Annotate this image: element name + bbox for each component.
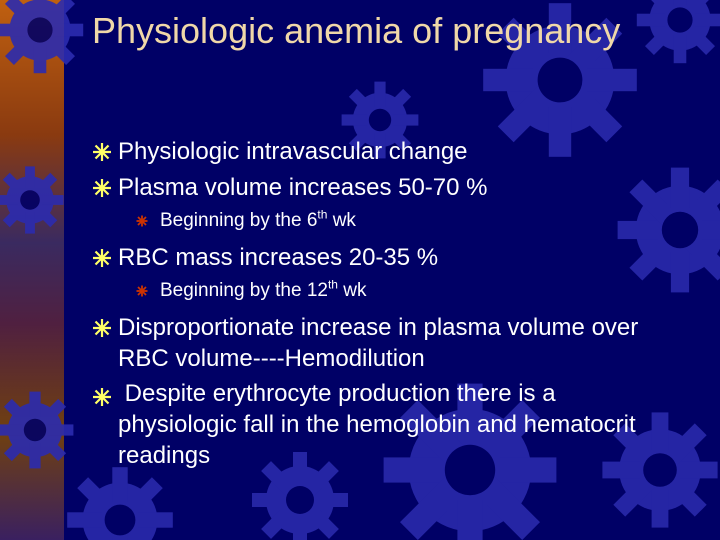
- bullet-item-2: Plasma volume increases 50-70 %: [118, 174, 488, 201]
- sub-bullet-item-1: Beginning by the 6th wk: [160, 207, 356, 231]
- sparkle-icon: [92, 142, 112, 162]
- sparkle-icon: [92, 248, 112, 268]
- sparkle-icon: [92, 387, 112, 407]
- slide-title: Physiologic anemia of pregnancy: [92, 10, 621, 51]
- bullet-item-5: Despite erythrocyte production there is a physiologic fall in the hemoglobin and hematocrit readings: [118, 380, 643, 469]
- sparkle-icon: [136, 285, 148, 297]
- sparkle-icon: [92, 318, 112, 338]
- bullet-item-4: Disproportionate increase in plasma volume over RBC volume----Hemodilution: [118, 314, 639, 372]
- sub-bullet-item-2: Beginning by the 12th wk: [160, 277, 367, 301]
- bullet-item-3: RBC mass increases 20-35 %: [118, 244, 439, 271]
- bullet-item-1: Physiologic intravascular change: [118, 138, 468, 165]
- sparkle-icon: [92, 178, 112, 198]
- sparkle-icon: [136, 215, 148, 227]
